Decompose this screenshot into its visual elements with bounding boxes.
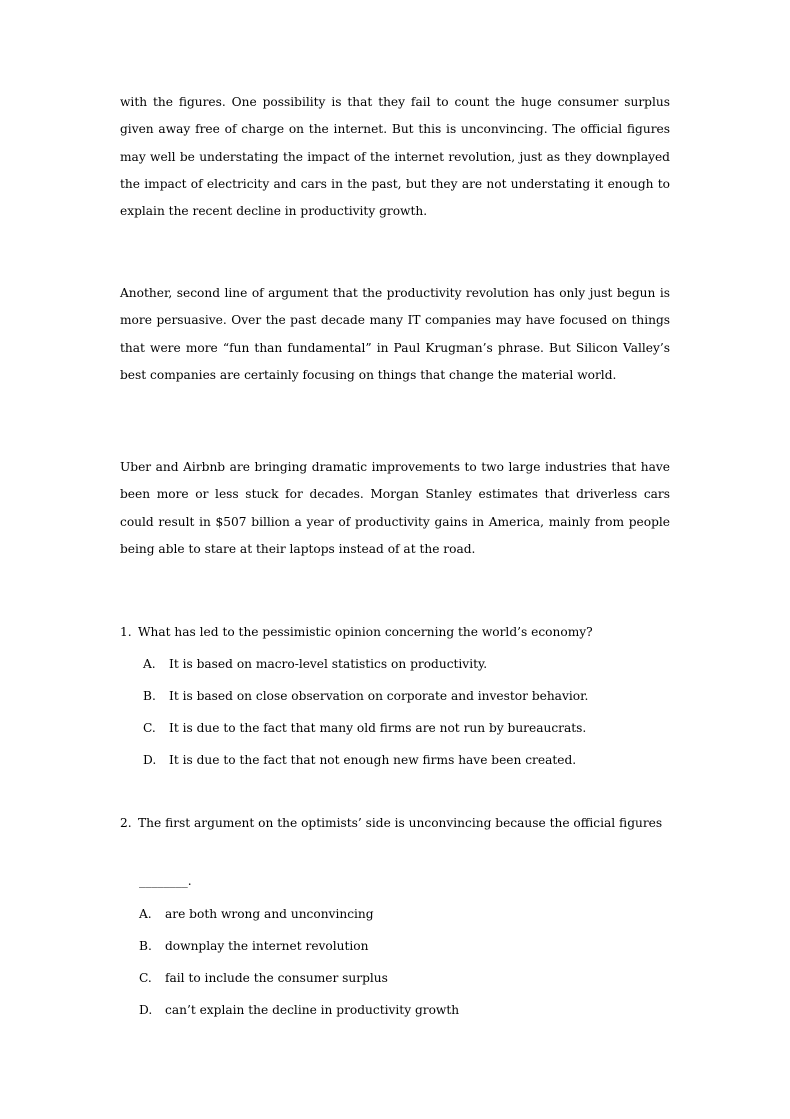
question-2-stem [120, 809, 685, 837]
option-text: It is based on macro-level statistics on productivity. [169, 657, 488, 671]
option-text: fail to include the consumer surplus [165, 971, 388, 985]
question-text: What has led to the pessimistic opinion concerning the world’s economy? [138, 625, 593, 639]
option-text: downplay the internet revolution [165, 939, 369, 953]
question-1-option-a[interactable] [143, 657, 487, 671]
option-letter: B. [143, 689, 156, 703]
passage-paragraph-3: Uber and Airbnb are bringing dramatic improvements to two large industries that have been more or less stuck for decades. Morgan Stanley estimates that driverless cars could result in $507 billion a year of productivity gains in America, mainly from people being able to stare at their laptops instead of at the road. [120, 460, 670, 556]
question-number: 1. [120, 625, 132, 639]
option-text: can’t explain the decline in productivity growth [165, 1003, 460, 1017]
question-2-option-d[interactable] [139, 1003, 459, 1017]
option-letter: A. [143, 657, 156, 671]
option-letter: C. [143, 721, 156, 735]
question-2-option-b[interactable] [139, 939, 369, 953]
question-1-option-d[interactable] [143, 753, 576, 767]
question-1-option-c[interactable] [143, 721, 586, 735]
option-text: It is due to the fact that many old firms are not run by bureaucrats. [169, 721, 587, 735]
option-letter: D. [143, 753, 157, 767]
answer-blank[interactable]: ________. [139, 874, 192, 888]
passage-paragraph-1: with the figures. One possibility is that they fail to count the huge consumer surplus given away free of charge on the internet. But this is unconvincing. The official figures may well be understating the impact of the internet revolution, just as they downplayed the impact of electricity and cars in the past, but they are not understating it enough to explain the recent decline in productivity growth. [120, 95, 670, 219]
question-2-option-a[interactable] [139, 907, 374, 921]
option-letter: D. [139, 1003, 153, 1017]
option-letter: C. [139, 971, 152, 985]
option-letter: B. [139, 939, 152, 953]
option-letter: A. [139, 907, 152, 921]
question-1-option-b[interactable] [143, 689, 588, 703]
question-1-stem [120, 618, 593, 646]
passage-paragraph-2: Another, second line of argument that the productivity revolution has only just begun is more persuasive. Over the past decade many IT companies may have focused on things that were more “fun than fundamental” in Paul Krugman’s phrase. But Silicon Valley’s best companies are certainly focusing on things that change the material world. [120, 286, 670, 382]
option-text: It is based on close observation on corporate and investor behavior. [169, 689, 589, 703]
option-text: are both wrong and unconvincing [165, 907, 374, 921]
option-text: It is due to the fact that not enough new firms have been created. [169, 753, 577, 767]
question-text: The first argument on the optimists’ side is unconvincing because the official figures [138, 816, 663, 830]
question-2-option-c[interactable] [139, 971, 388, 985]
question-number: 2. [120, 816, 132, 830]
